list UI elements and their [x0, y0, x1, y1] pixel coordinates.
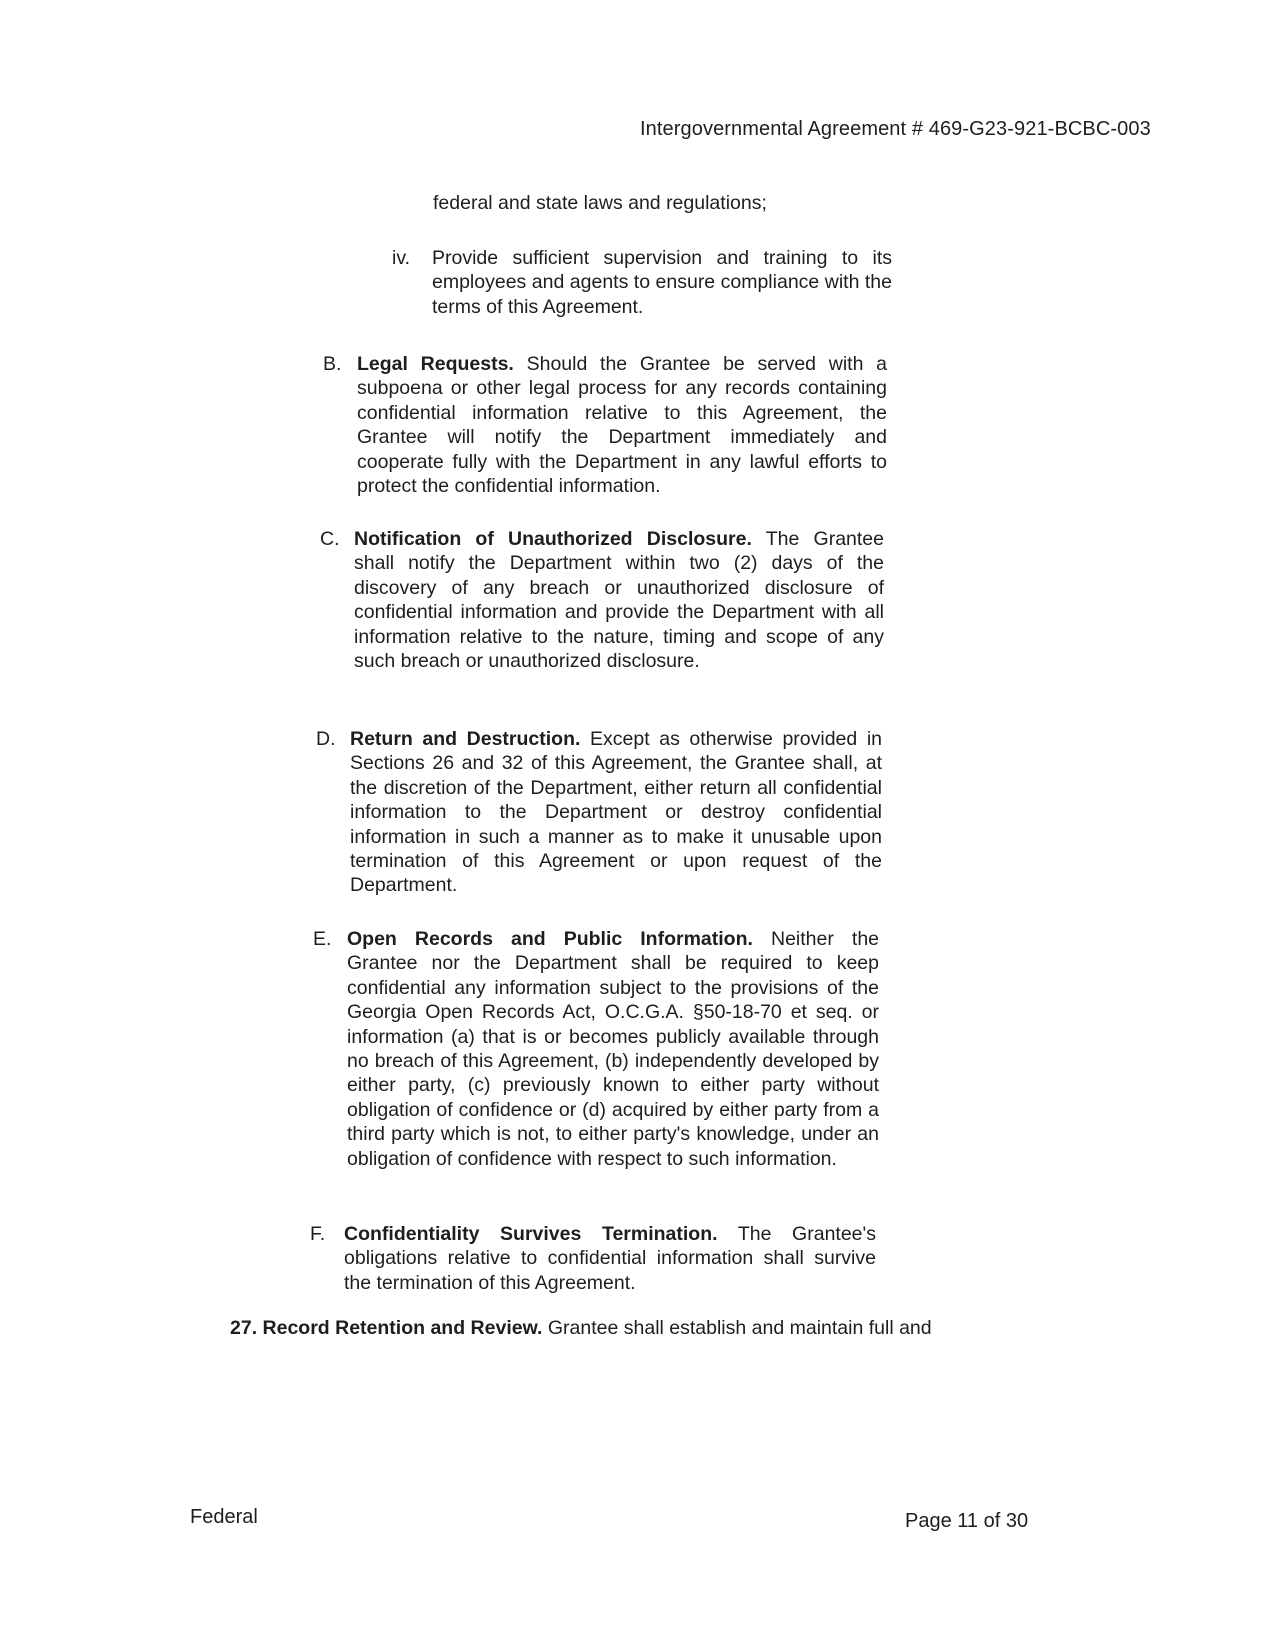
item-paragraph: [344, 1222, 876, 1295]
item-marker: F.: [310, 1223, 326, 1245]
item-marker: iv.: [392, 247, 411, 269]
item-body: The Grantee shall notify the Department within two (2) days of the discovery of any breach or unauthorized disclosure of confidential information and provide the Department with all information relative to the nature, timing and scope of any such breach or unauthorized disclosure.: [354, 528, 884, 673]
item-paragraph: [357, 352, 887, 498]
list-item-return-destruction: [316, 727, 882, 898]
item-paragraph: [350, 727, 882, 898]
section-27: [230, 1316, 1060, 1340]
list-item-open-records: [313, 927, 879, 1171]
list-item-unauthorized-disclosure: [320, 527, 884, 673]
list-item-iv: [392, 246, 892, 319]
item-heading: Legal Requests.: [357, 353, 514, 375]
list-item-confidentiality-survives: [310, 1222, 876, 1295]
item-body: Neither the Grantee nor the Department shall be required to keep confidential any information subject to the provisions of the Georgia Open Records Act, O.C.G.A. §50-18-70 et seq. or information (a) that is or becomes publicly available through no breach of this Agreement, (b) independently developed by either party, (c) previously known to either party without obligation of confidence or (d) acquired by either party from a third party which is not, to either party's knowledge, under an obligation of confidence with respect to such information.: [347, 928, 880, 1170]
item-body: Should the Grantee be served with a subpoena or other legal process for any records containing confidential information relative to this Agreement, the Grantee will notify the Department immediately and cooperate fully with the Department in any lawful efforts to protect the confidential information.: [357, 353, 887, 498]
section-heading: 27. Record Retention and Review.: [230, 1317, 543, 1339]
item-heading: Confidentiality Survives Termination.: [344, 1223, 718, 1245]
continuation-text: federal and state laws and regulations;: [433, 192, 767, 214]
list-item-legal-requests: [323, 352, 887, 498]
section-body: Grantee shall establish and maintain full and: [547, 1317, 932, 1339]
item-marker: B.: [323, 353, 342, 375]
page-number: Page 11 of 30: [905, 1510, 1029, 1532]
item-body: The Grantee's obligations relative to confidential information shall survive the termination of this Agreement.: [344, 1223, 876, 1294]
item-heading: Open Records and Public Information.: [347, 928, 753, 950]
page-header: Intergovernmental Agreement # 469-G23-921-BCBC-003: [640, 118, 1151, 140]
item-heading: Notification of Unauthorized Disclosure.: [354, 528, 752, 550]
item-paragraph: [354, 527, 884, 673]
item-heading: Return and Destruction.: [350, 728, 581, 750]
item-text: Provide sufficient supervision and training to its employees and agents to ensure compliance with the terms of this Agreement.: [432, 247, 892, 318]
item-marker: E.: [313, 928, 332, 950]
item-marker: D.: [316, 728, 336, 750]
footer-label: Federal: [190, 1506, 258, 1528]
item-paragraph: [347, 927, 879, 1171]
item-marker: C.: [320, 528, 340, 550]
item-body: Except as otherwise provided in Sections 26 and 32 of this Agreement, the Grantee shall, at the discretion of the Department, either return all confidential information to the Department or destroy confidential information in such a manner as to make it unusable upon termination of this Agreement or upon request of the Department.: [350, 728, 882, 897]
